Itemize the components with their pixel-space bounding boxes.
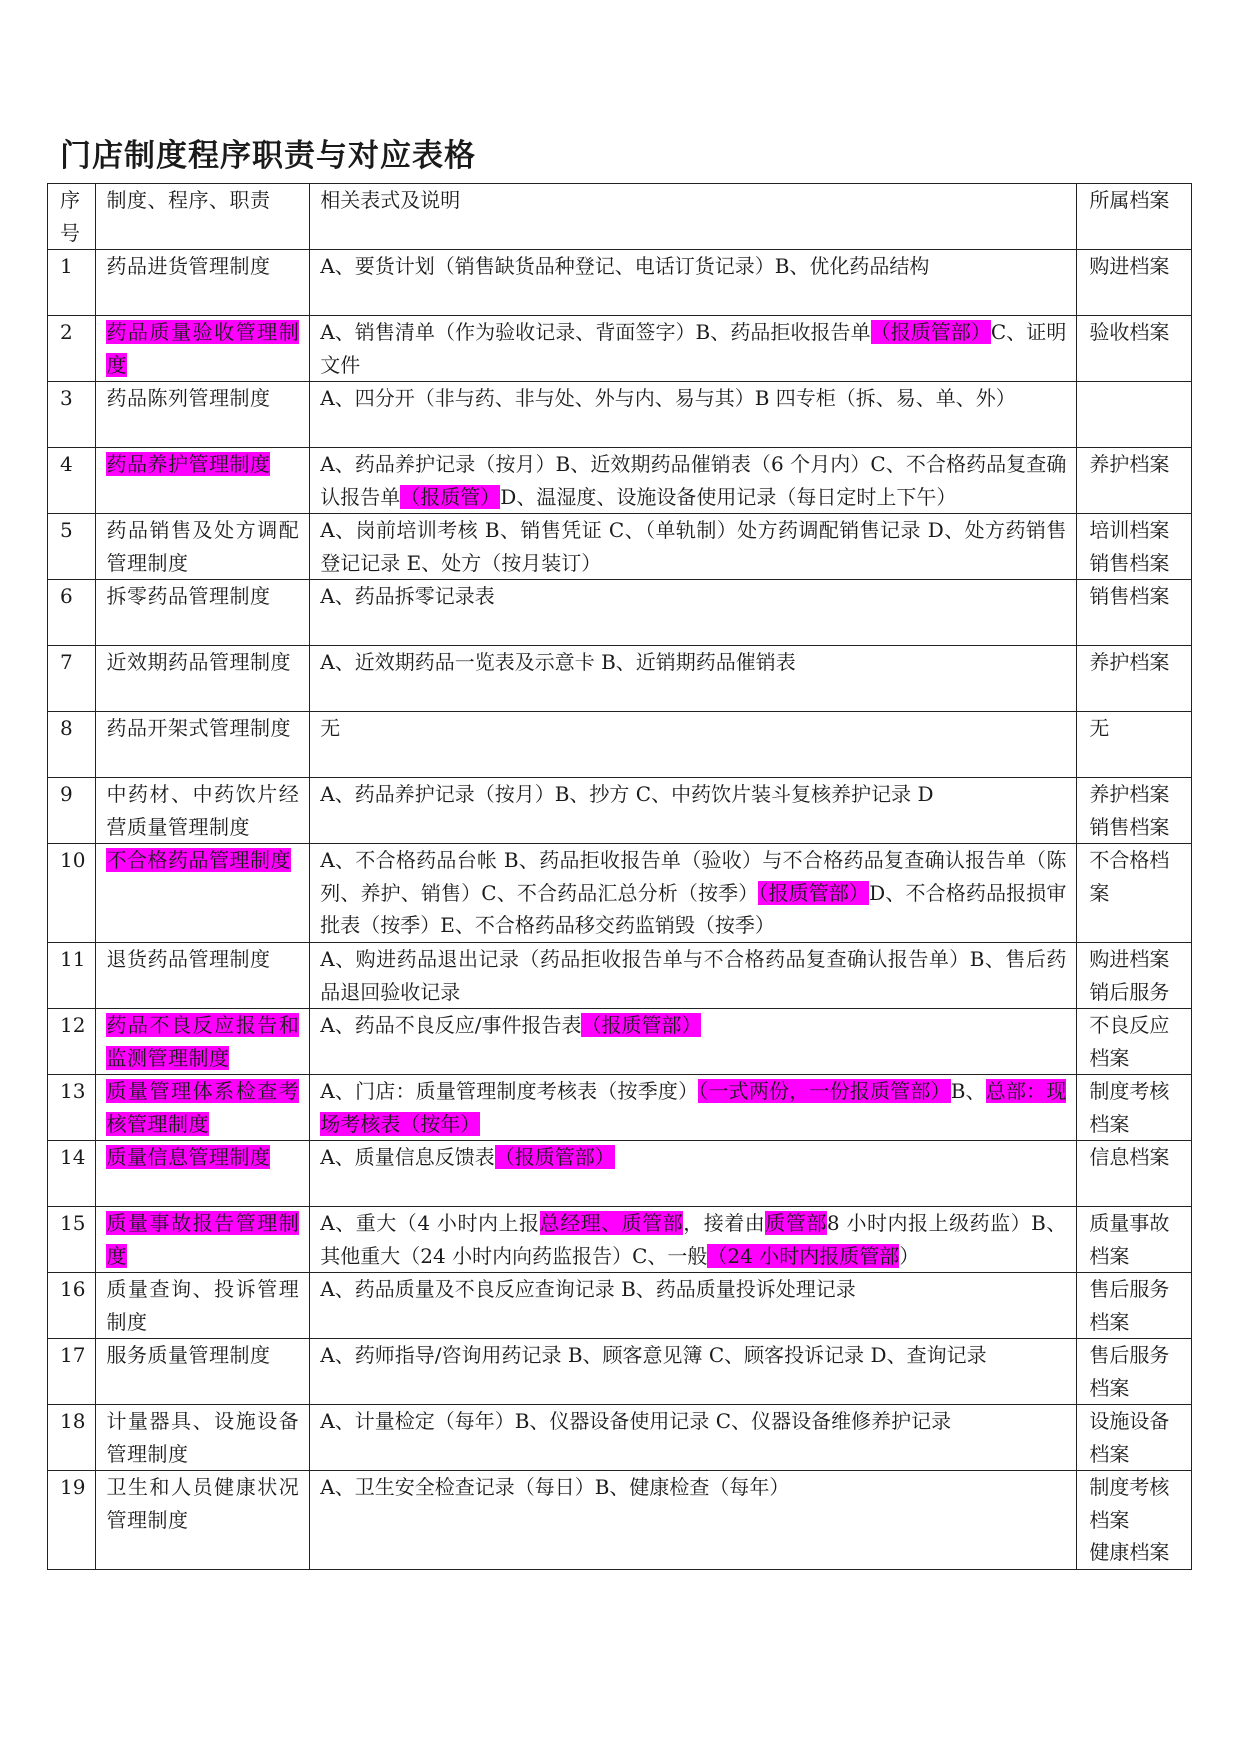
name-highlight: 质量信息管理制度 [106, 1145, 271, 1169]
form-text: A、药师指导/咨询用药记录 B、顾客意见簿 C、顾客投诉记录 D、查询记录 [320, 1343, 987, 1367]
row-number: 12 [48, 1009, 96, 1075]
regulation-name: 计量器具、设施设备管理制度 [96, 1405, 310, 1471]
form-text: A、药品养护记录（按月）B、抄方 C、中药饮片装斗复核养护记录 D [320, 782, 934, 806]
row-number: 8 [48, 712, 96, 778]
table-row [48, 778, 1192, 844]
archive-cell [1077, 844, 1192, 943]
archive-label: 健康档案 [1089, 1540, 1170, 1564]
archive-cell [1077, 448, 1192, 514]
archive-label: 售后服务档案 [1089, 1277, 1170, 1334]
row-number: 1 [48, 250, 96, 316]
archive-cell [1077, 382, 1192, 448]
table-header-row [48, 184, 1192, 250]
table-row [48, 844, 1192, 943]
table-row [48, 514, 1192, 580]
table-row [48, 1141, 1192, 1207]
related-forms [310, 316, 1077, 382]
highlighted-note: 质管部 [765, 1211, 827, 1235]
archive-label: 质量事故档案 [1089, 1211, 1170, 1268]
row-number: 2 [48, 316, 96, 382]
form-text: A、卫生安全检查记录（每日）B、健康检查（每年） [320, 1475, 790, 1499]
row-number: 9 [48, 778, 96, 844]
form-text: D、温湿度、设施设备使用记录（每日定时上下午） [500, 484, 957, 509]
archive-cell [1077, 250, 1192, 316]
archive-label: 信息档案 [1089, 1145, 1170, 1169]
related-forms [310, 1141, 1077, 1207]
archive-cell [1077, 1075, 1192, 1141]
highlighted-note: 总部：现场考核表（按年） [320, 1079, 1067, 1136]
form-text: ） [899, 1243, 920, 1268]
row-number: 7 [48, 646, 96, 712]
header-archive: 所属档案 [1077, 184, 1192, 250]
archive-label: 不良反应档案 [1089, 1013, 1170, 1070]
archive-label: 不合格档案 [1089, 848, 1170, 905]
regulation-name: 退货药品管理制度 [96, 943, 310, 1009]
regulation-name: 药品开架式管理制度 [96, 712, 310, 778]
row-number: 18 [48, 1405, 96, 1471]
procedure-table [47, 183, 1192, 1570]
highlighted-note: 总经理、质管部 [539, 1211, 684, 1235]
regulation-name: 质量查询、投诉管理制度 [96, 1273, 310, 1339]
row-number: 15 [48, 1207, 96, 1273]
form-text: A、不合格药品台帐 B、药品拒收报告单（验收）与不合格药品复查确认报告单（陈列、养护、销售）C、不合药品汇总分析（按季） [320, 848, 1067, 905]
archive-cell [1077, 1141, 1192, 1207]
related-forms [310, 1009, 1077, 1075]
regulation-name [96, 1207, 310, 1273]
name-highlight: 药品养护管理制度 [106, 452, 271, 476]
row-number: 6 [48, 580, 96, 646]
row-number: 10 [48, 844, 96, 943]
table-row [48, 1273, 1192, 1339]
regulation-name: 近效期药品管理制度 [96, 646, 310, 712]
archive-label: 销售档案 [1089, 550, 1170, 575]
table-row [48, 646, 1192, 712]
archive-cell [1077, 316, 1192, 382]
row-number: 11 [48, 943, 96, 1009]
archive-label: 设施设备档案 [1089, 1409, 1170, 1466]
archive-label: 养护档案 [1089, 452, 1170, 476]
row-number: 3 [48, 382, 96, 448]
form-text: C、证明文件 [320, 320, 1067, 377]
related-forms [310, 1207, 1077, 1273]
name-highlight: 质量事故报告管理制度 [106, 1211, 300, 1268]
archive-cell [1077, 712, 1192, 778]
form-text: A、药品养护记录（按月）B、近效期药品催销表（6 个月内）C、不合格药品复查确认报告单 [320, 452, 1067, 509]
related-forms [310, 778, 1077, 844]
archive-cell [1077, 514, 1192, 580]
archive-cell [1077, 1339, 1192, 1405]
row-number: 5 [48, 514, 96, 580]
form-text: A、重大（4 小时内上报 [320, 1211, 540, 1235]
form-text: A、近效期药品一览表及示意卡 B、近销期药品催销表 [320, 650, 796, 674]
row-number: 16 [48, 1273, 96, 1339]
highlighted-note: （报质管部） [758, 880, 870, 905]
form-text: A、四分开（非与药、非与处、外与内、易与其）B 四专柜（拆、易、单、外） [320, 386, 1016, 410]
archive-label: 购进档案 [1089, 947, 1170, 971]
related-forms [310, 1273, 1077, 1339]
regulation-name [96, 1075, 310, 1141]
archive-label: 销售档案 [1089, 814, 1170, 839]
name-highlight: 不合格药品管理制度 [106, 848, 291, 872]
table-row [48, 1405, 1192, 1471]
related-forms [310, 1471, 1077, 1570]
table-row [48, 943, 1192, 1009]
regulation-name: 卫生和人员健康状况管理制度 [96, 1471, 310, 1570]
archive-cell [1077, 1207, 1192, 1273]
form-text: A、药品不良反应/事件报告表 [320, 1013, 582, 1037]
name-highlight: 药品不良反应报告和监测管理制度 [106, 1013, 300, 1070]
archive-label: 销后服务 [1089, 979, 1170, 1004]
related-forms [310, 1075, 1077, 1141]
table-row [48, 1339, 1192, 1405]
regulation-name [96, 316, 310, 382]
related-forms [310, 844, 1077, 943]
table-row [48, 250, 1192, 316]
form-text: A、销售清单（作为验收记录、背面签字）B、药品拒收报告单 [320, 320, 871, 344]
highlighted-note: （报质管部） [581, 1013, 702, 1037]
table-row [48, 1009, 1192, 1075]
related-forms [310, 448, 1077, 514]
archive-cell [1077, 580, 1192, 646]
form-text: A、药品质量及不良反应查询记录 B、药品质量投诉处理记录 [320, 1277, 856, 1301]
archive-label: 制度考核档案 [1089, 1079, 1170, 1136]
archive-cell [1077, 1273, 1192, 1339]
table-row [48, 712, 1192, 778]
archive-label: 购进档案 [1089, 254, 1170, 278]
related-forms [310, 514, 1077, 580]
regulation-name [96, 1009, 310, 1075]
archive-cell [1077, 1009, 1192, 1075]
form-text: A、药品拆零记录表 [320, 584, 495, 608]
highlighted-note: （24 小时内报质管部 [707, 1243, 900, 1268]
archive-label: 养护档案 [1089, 782, 1170, 806]
form-text: A、岗前培训考核 B、销售凭证 C、（单轨制）处方药调配销售记录 D、处方药销售登记记录 E、处方（按月装订） [320, 518, 1067, 575]
regulation-name: 服务质量管理制度 [96, 1339, 310, 1405]
form-text: D、不合格药品报损审批表（按季）E、不合格药品移交药监销毁（按季） [320, 880, 1067, 937]
table-row [48, 1075, 1192, 1141]
form-text: A、质量信息反馈表 [320, 1145, 495, 1169]
row-number: 13 [48, 1075, 96, 1141]
related-forms [310, 382, 1077, 448]
related-forms [310, 943, 1077, 1009]
highlighted-note: （报质管部） [494, 1145, 615, 1169]
regulation-name: 药品陈列管理制度 [96, 382, 310, 448]
table-row [48, 1471, 1192, 1570]
highlighted-note: （报质管） [400, 484, 501, 509]
related-forms [310, 580, 1077, 646]
archive-cell [1077, 1471, 1192, 1570]
form-text: A、要货计划（销售缺货品种登记、电话订货记录）B、优化药品结构 [320, 254, 930, 278]
name-highlight: 药品质量验收管理制度 [106, 320, 300, 377]
regulation-name [96, 1141, 310, 1207]
regulation-name [96, 448, 310, 514]
header-forms: 相关表式及说明 [310, 184, 1077, 250]
row-number: 19 [48, 1471, 96, 1570]
header-no: 序号 [48, 184, 96, 250]
regulation-name: 中药材、中药饮片经营质量管理制度 [96, 778, 310, 844]
table-row [48, 580, 1192, 646]
related-forms [310, 250, 1077, 316]
highlighted-note: （报质管部） [870, 320, 991, 344]
form-text: 无 [320, 716, 341, 740]
form-text: A、购进药品退出记录（药品拒收报告单与不合格药品复查确认报告单）B、售后药品退回验收记录 [320, 947, 1067, 1004]
archive-label: 销售档案 [1089, 584, 1170, 608]
related-forms [310, 712, 1077, 778]
archive-cell [1077, 646, 1192, 712]
regulation-name [96, 844, 310, 943]
row-number: 4 [48, 448, 96, 514]
archive-label: 验收档案 [1089, 320, 1170, 344]
form-text: ，接着由 [683, 1211, 766, 1235]
table-row [48, 382, 1192, 448]
page-title: 门店制度程序职责与对应表格 [60, 138, 476, 174]
name-highlight: 质量管理体系检查考核管理制度 [106, 1079, 300, 1136]
archive-label: 无 [1089, 716, 1110, 740]
archive-cell [1077, 1405, 1192, 1471]
archive-label: 制度考核档案 [1089, 1475, 1170, 1532]
related-forms [310, 1339, 1077, 1405]
form-text: A、计量检定（每年）B、仪器设备使用记录 C、仪器设备维修养护记录 [320, 1409, 952, 1433]
form-text: 8 小时内报上级药监）B、其他重大（24 小时内向药监报告）C、一般 [320, 1211, 1067, 1268]
header-name: 制度、程序、职责 [96, 184, 310, 250]
form-text: A、门店：质量管理制度考核表（按季度） [320, 1079, 699, 1103]
archive-label: 养护档案 [1089, 650, 1170, 674]
highlighted-note: （一式两份，一份报质管部） [698, 1079, 951, 1103]
regulation-name: 拆零药品管理制度 [96, 580, 310, 646]
table-row [48, 316, 1192, 382]
regulation-name: 药品进货管理制度 [96, 250, 310, 316]
row-number: 14 [48, 1141, 96, 1207]
row-number: 17 [48, 1339, 96, 1405]
regulation-name: 药品销售及处方调配管理制度 [96, 514, 310, 580]
form-text: B、 [950, 1079, 986, 1103]
related-forms [310, 646, 1077, 712]
archive-label: 培训档案 [1089, 518, 1170, 542]
table-row [48, 1207, 1192, 1273]
archive-cell [1077, 943, 1192, 1009]
archive-label: 售后服务档案 [1089, 1343, 1170, 1400]
related-forms [310, 1405, 1077, 1471]
table-row [48, 448, 1192, 514]
archive-cell [1077, 778, 1192, 844]
